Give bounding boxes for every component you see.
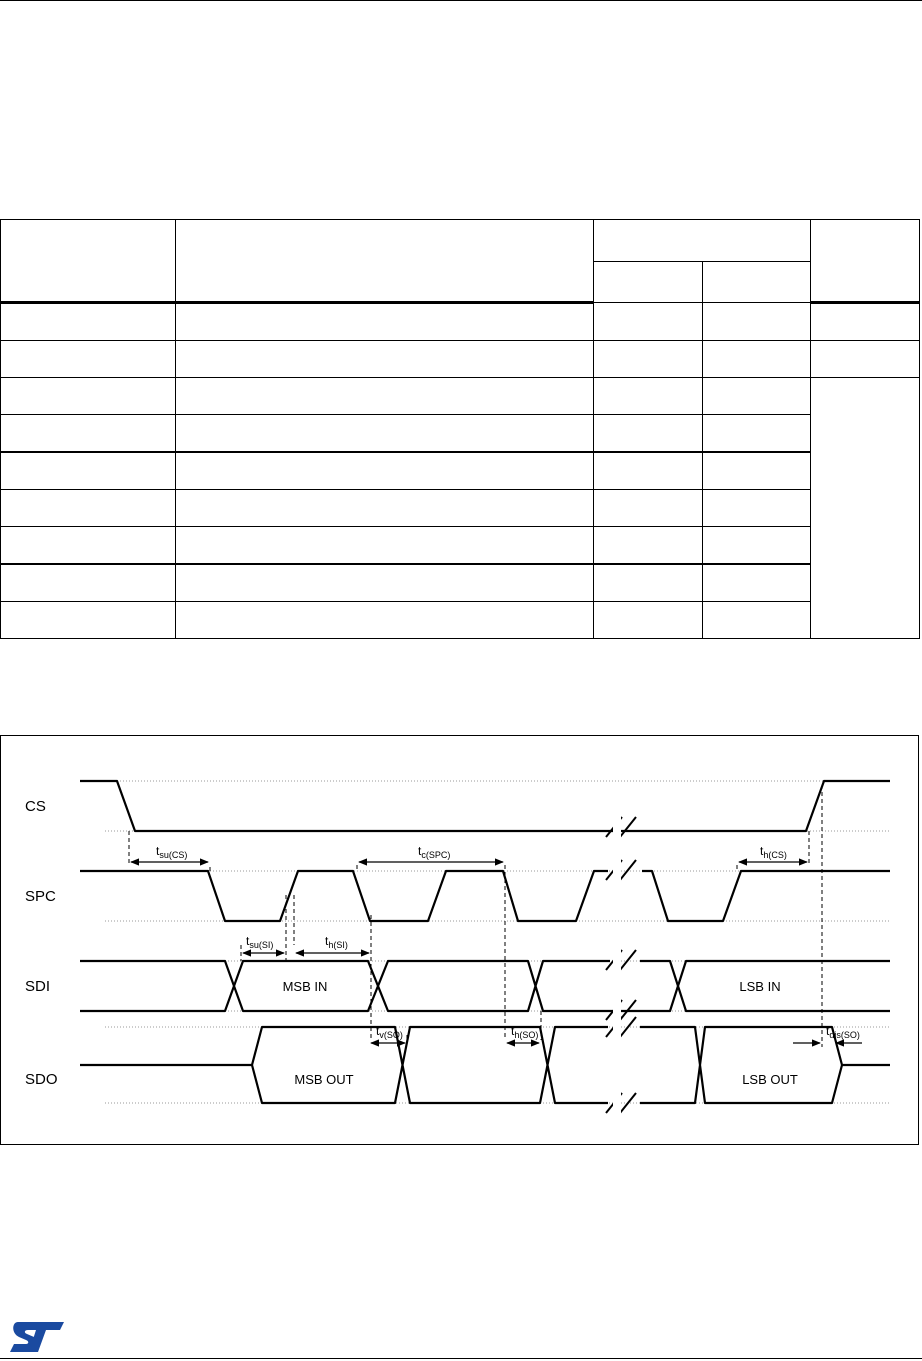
timing-label-tsu-cs: $t_{su(CS)}$ [156,844,188,860]
header-rule [0,0,922,1]
table-header-row [1,220,920,262]
table-row [1,490,920,527]
table-row [1,602,920,639]
table-row [1,341,920,378]
data-label-lsb-in: LSB IN [739,979,781,994]
timing-label-th-cs: $t_{h(CS)}$ [760,844,787,860]
table-row [1,415,920,453]
signal-label-sdo: SDO [25,1071,58,1088]
signal-label-cs: CS [25,798,46,815]
signal-label-spc: SPC [25,888,56,905]
data-label-msb-out: MSB OUT [294,1072,354,1087]
table-row [1,303,920,341]
table-row [1,527,920,565]
sdo-waveform [80,1027,890,1103]
timing-label-tv-so: $t_{v(SO)}$ [376,1024,403,1040]
timing-label-th-si: $t_{h(SI)}$ [325,934,348,950]
timing-guides [129,785,822,1047]
data-label-msb-in: MSB IN [282,979,328,994]
header-cell-value [594,220,811,262]
header-cell-parameter [176,220,594,303]
cs-waveform [80,781,890,831]
table-row [1,564,920,602]
timing-parameters-table [0,219,920,639]
timing-label-tsu-si: $t_{su(SI)}$ [246,934,274,950]
table-row [1,378,920,415]
st-logo-icon [8,1320,66,1354]
footer-rule [0,1358,922,1359]
reference-levels [105,781,890,1103]
header-cell-unit [811,220,920,303]
header-cell-min [594,262,703,303]
unit-cell-merged [811,378,920,639]
timing-label-tc-spc: $t_{c(SPC)}$ [418,844,451,860]
spc-waveform [80,871,890,921]
table-row [1,452,920,490]
header-cell-symbol [1,220,176,303]
data-label-lsb-out: LSB OUT [742,1072,798,1087]
timing-label-th-so: $t_{h(SO)}$ [511,1024,539,1040]
timing-label-tdis-so: $t_{dis(SO)}$ [826,1024,860,1040]
spi-timing-diagram [0,735,919,1145]
header-cell-max [703,262,811,303]
signal-label-sdi: SDI [25,978,51,995]
